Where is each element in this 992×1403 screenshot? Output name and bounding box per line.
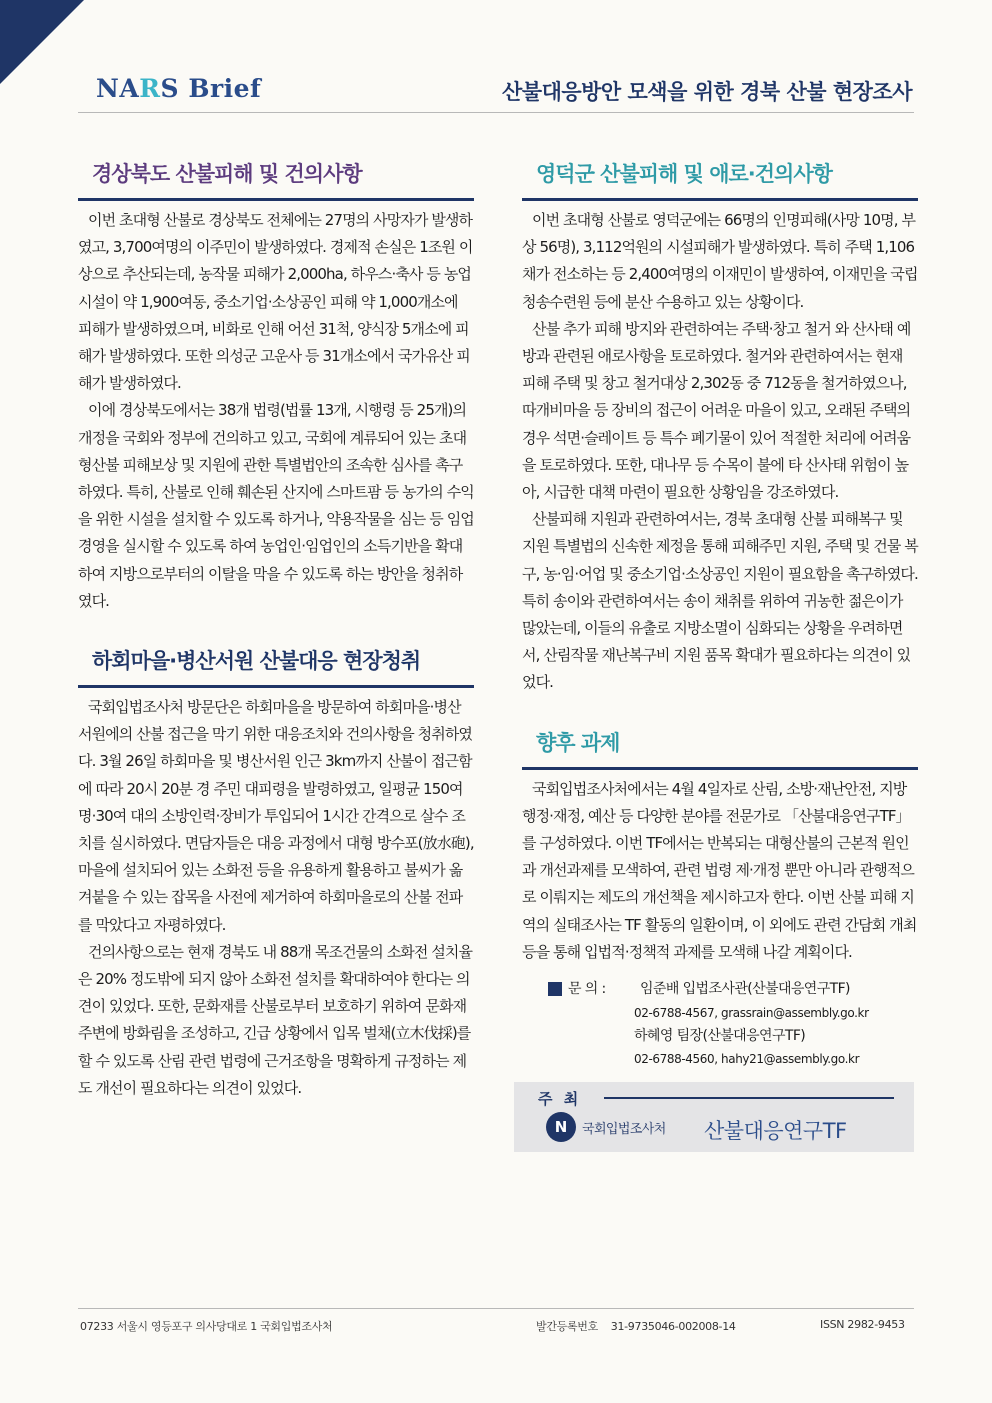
paragraph: 이에 경상북도에서는 38개 법령(법률 13개, 시행령 등 25개)의 개정을 국회와 정부에 건의하고 있고, 국회에 계류되어 있는 초대형산불 피해보상 및 지원에 관한 특별법안의 조속한 심사를 촉구하였다. 특히, 산불로 인해 훼손된 산지에 스마트팜 등 농가의 수익을 위한 시설을 설치할 수 있도록 하거나, 약용작물을 심는 등 임업경영을 실시할 수 있도록 하여 농업인·임업인의 소득기반을 확대하여 지방으로부터의 이탈을 막을 수 있도록 하는 방안을 청취하였다. bbox=[78, 401, 474, 610]
host-divider bbox=[604, 1097, 894, 1099]
left-column bbox=[78, 150, 474, 1102]
contact-info bbox=[522, 976, 918, 1070]
corner-decoration bbox=[0, 0, 84, 84]
footer-registration: 발간등록번호 31-9735046-002008-14 bbox=[536, 1320, 736, 1333]
section-heading-future-tasks: 향후 과제 bbox=[522, 719, 918, 770]
host-label: 주 최 bbox=[538, 1090, 582, 1109]
contact-person-1: 임준배 입법조사관(산불대응연구TF) bbox=[640, 981, 850, 998]
contact-person-1-info: 02-6788-4567, grassrain@assembly.go.kr bbox=[634, 1006, 869, 1021]
contact-person-2-info: 02-6788-4560, hahy21@assembly.go.kr bbox=[634, 1052, 860, 1067]
paragraph: 산불피해 지원과 관련하여서는, 경북 초대형 산불 피해복구 및 지원 특별법의 신속한 제정을 통해 피해주민 지원, 주택 및 건물 복구, 농·임·어업 및 중소기업·소상공인 지원이 필요함을 촉구하였다. 특히 송이와 관련하여서는 송이 채취를 위하여 귀농한 젊은이가 많았는데, 이들의 유출로 지방소멸이 심화되는 상황을 우려하면서, 산림작물 재난복구비 지원 품목 확대가 필요하다는 의견이 있었다. bbox=[522, 510, 918, 692]
right-column bbox=[522, 150, 918, 1152]
footer-address: 07233 서울시 영등포구 의사당대로 1 국회입법조사처 bbox=[80, 1320, 333, 1333]
paragraph: 건의사항으로는 현재 경북도 내 88개 목조건물의 소화전 설치율은 20% 정도밖에 되지 않아 소화전 설치를 확대하여야 한다는 의견이 있었다. 또한, 문화재를 산불로부터 보호하기 위하여 문화재 주변에 방화림을 조성하고, 긴급 상황에서 입목 벌채(立木伐採)를 할 수 있도록 산림 관련 법령에 근거조항을 명확하게 규정하는 제도 개선이 필요하다는 의견이 있었다. bbox=[78, 942, 473, 1097]
section-heading-gyeongbuk: 경상북도 산불피해 및 건의사항 bbox=[78, 150, 474, 201]
assembly-emblem-icon: N bbox=[546, 1112, 576, 1142]
paragraph: 산불 추가 피해 방지와 관련하여는 주택·창고 철거 와 산사태 예방과 관련된 애로사항을 토로하였다. 철거와 관련하여서는 현재 피해 주택 및 창고 철거대상 2,302동 중 712동을 철거하였으나, 따개비마을 등 장비의 접근이 어려운 마을이 있고, 오래된 주택의 경우 석면·슬레이트 등 특수 폐기물이 있어 적절한 처리에 어려움을 토로하였다. 또한, 대나무 등 수목이 불에 타 산사태 위험이 높아, 시급한 대책 마련이 필요한 상황임을 강조하였다. bbox=[522, 319, 911, 502]
nars-brief-logo bbox=[96, 74, 261, 103]
footer-divider bbox=[78, 1308, 914, 1309]
contact-person-2: 하혜영 팀장(산불대응연구TF) bbox=[634, 1028, 806, 1045]
paragraph: 국회입법조사처 방문단은 하회마을을 방문하여 하회마을·병산서원에의 산불 접근을 막기 위한 대응조치와 건의사항을 청취하였다. 3월 26일 하회마을 및 병산서원 인근 3km까지 산불이 접근함에 따라 20시 20분 경 주민 대피령을 발령하였고, 일평균 150여명·30여 대의 소방인력·장비가 투입되어 1시간 간격으로 살수 조치를 실시하였다. 면담자들은 대응 과정에서 대형 방수포(放水砲), 마을에 설치되어 있는 소화전 등을 유용하게 활용하고 불씨가 옮겨붙을 수 있는 잡목을 사전에 제거하여 하회마을로의 산불 전파를 막았다고 자평하였다. bbox=[78, 698, 474, 934]
bullet-square-icon bbox=[548, 982, 562, 996]
logo-sub: Brief bbox=[188, 74, 262, 103]
paragraph: 국회입법조사처에서는 4월 4일자로 산림, 소방·재난안전, 지방행정·재정, 예산 등 다양한 분야를 전문가로 「산불대응연구TF」를 구성하였다. 이번 TF에서는 반복되는 대형산불의 근본적 원인과 개선과제를 모색하여, 관련 법령 제·개정 뿐만 아니라 관행적으로 이뤄지는 제도의 개선책을 제시하고자 한다. 이번 산불 피해 지역의 실태조사는 TF 활동의 일환이며, 이 외에도 관련 간담회 개최 등을 통해 입법적·정책적 과제를 모색해 나갈 계획이다. bbox=[522, 779, 917, 961]
host-tf-name: 산불대응연구TF bbox=[704, 1119, 847, 1144]
document-title: 산불대응방안 모색을 위한 경북 산불 현장조사 bbox=[502, 80, 912, 104]
footer-issn: ISSN 2982-9453 bbox=[820, 1318, 905, 1331]
contact-label: 문 의 : bbox=[568, 981, 606, 998]
section-heading-hahoe: 하회마을·병산서원 산불대응 현장청취 bbox=[78, 637, 474, 688]
paragraph: 이번 초대형 산불로 경상북도 전체에는 27명의 사망자가 발생하였고, 3,700여명의 이주민이 발생하였다. 경제적 손실은 1조원 이상으로 추산되는데, 농작물 피해가 2,000ha, 하우스·축사 등 농업시설이 약 1,900여동, 중소기업·소상공인 피해 약 1,000개소에 피해가 발생하였으며, 비화로 인해 어선 31척, 양식장 5개소에 피해가 발생하였다. 또한 의성군 고운사 등 31개소에서 국가유산 피해가 발생하였다. bbox=[78, 211, 473, 393]
section-heading-yeongdeok: 영덕군 산불피해 및 애로·건의사항 bbox=[522, 150, 918, 201]
header-divider bbox=[78, 112, 914, 113]
host-org: 국회입법조사처 bbox=[582, 1122, 666, 1138]
logo-main: NARS bbox=[96, 74, 180, 103]
host-box bbox=[514, 1082, 914, 1152]
paragraph: 이번 초대형 산불로 영덕군에는 66명의 인명피해(사망 10명, 부상 56명), 3,112억원의 시설피해가 발생하였다. 특히 주택 1,106채가 전소하는 등 2,400여명의 이재민이 발생하여, 이재민을 국립청송수련원 등에 분산 수용하고 있는 상황이다. bbox=[522, 211, 918, 311]
